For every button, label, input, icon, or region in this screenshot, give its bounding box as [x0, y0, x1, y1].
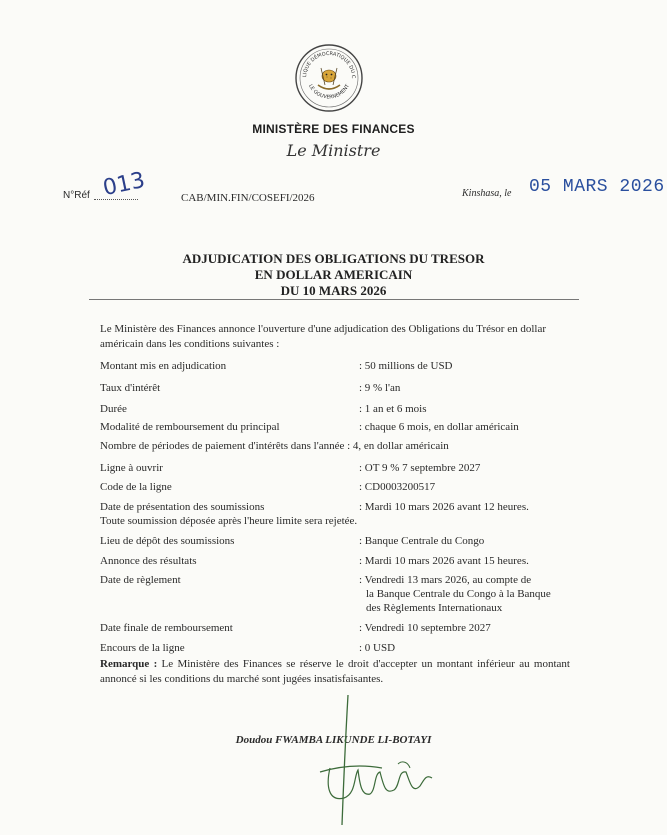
term-value: : 50 millions de USD	[359, 360, 453, 372]
signatory-name: Doudou FWAMBA LIKUNDE LI-BOTAYI	[235, 734, 432, 746]
term-label: Annonce des résultats	[100, 555, 197, 567]
reference-row	[0, 167, 667, 216]
reference-code: CAB/MIN.FIN/COSEFI/2026	[181, 192, 315, 204]
document-title	[0, 251, 667, 299]
term-value: : chaque 6 mois, en dollar américain	[359, 421, 519, 433]
remark-text: Le Ministère des Finances se réserve le droit d'accepter un montant inférieur au montant annoncé si les conditions du marché sont jugées insatisfaisantes.	[100, 658, 570, 685]
term-label: Montant mis en adjudication	[100, 360, 227, 372]
remark-label: Remarque :	[100, 658, 158, 670]
term-value: : CD0003200517	[359, 481, 436, 493]
term-value: la Banque Centrale du Congo à la Banque	[366, 588, 551, 600]
term-value: : Banque Centrale du Congo	[359, 535, 485, 547]
svg-text:RÉPUBLIQUE DÉMOCRATIQUE DU CON: LIQUE DÉMOCRATIQUE DU C	[301, 50, 357, 79]
term-value: des Règlements Internationaux	[366, 602, 503, 614]
svg-text:LE GOUVERNEMENT: LE GOUVERNEMENT	[307, 83, 351, 101]
reference-label: N°Réf	[63, 190, 90, 201]
date-stamp: 05 MARS 2026	[529, 177, 665, 197]
term-label: Modalité de remboursement du principal	[100, 421, 280, 433]
term-value: : Vendredi 10 septembre 2027	[359, 622, 491, 634]
term-full-line: Nombre de périodes de paiement d'intérêts dans l'année : 4, en dollar américain	[100, 440, 449, 452]
remark-paragraph	[100, 657, 570, 687]
term-label: Date de présentation des soumissions	[100, 501, 265, 513]
reference-number: 013	[100, 167, 148, 202]
term-value: : Vendredi 13 mars 2026, au compte de	[359, 574, 532, 586]
minister-title: Le Ministre	[286, 141, 381, 160]
title-line-2: EN DOLLAR AMERICAIN	[254, 267, 413, 282]
term-label: Lieu de dépôt des soumissions	[100, 535, 235, 547]
term-value: : 1 an et 6 mois	[359, 403, 427, 415]
term-label: Encours de la ligne	[100, 642, 185, 654]
term-full-line: Toute soumission déposée après l'heure limite sera rejetée.	[100, 515, 358, 527]
term-value: : OT 9 % 7 septembre 2027	[359, 462, 481, 474]
government-seal	[294, 43, 364, 113]
title-line-3: DU 10 MARS 2026	[280, 283, 387, 298]
reference-dotted-line	[94, 199, 138, 200]
term-value: : Mardi 10 mars 2026 avant 12 heures.	[359, 501, 529, 513]
term-label: Date finale de remboursement	[100, 622, 233, 634]
term-label: Taux d'intérêt	[100, 382, 161, 394]
term-value: : 9 % l'an	[359, 382, 401, 394]
intro-paragraph: Le Ministère des Finances annonce l'ouverture d'une adjudication des Obligations du Trésor en dollar américain dans les conditions suivantes :	[100, 323, 546, 350]
term-value: : 0 USD	[359, 642, 396, 654]
term-value: : Mardi 10 mars 2026 avant 15 heures.	[359, 555, 529, 567]
term-label: Durée	[100, 403, 127, 415]
title-divider	[89, 299, 579, 300]
term-label: Code de la ligne	[100, 481, 172, 493]
handwritten-signature	[300, 690, 450, 830]
title-line-1: ADJUDICATION DES OBLIGATIONS DU TRESOR	[182, 251, 485, 266]
term-label: Date de règlement	[100, 574, 181, 586]
ministry-name: MINISTÈRE DES FINANCES	[252, 122, 415, 136]
place-label: Kinshasa, le	[462, 188, 512, 199]
term-label: Ligne à ouvrir	[100, 462, 163, 474]
